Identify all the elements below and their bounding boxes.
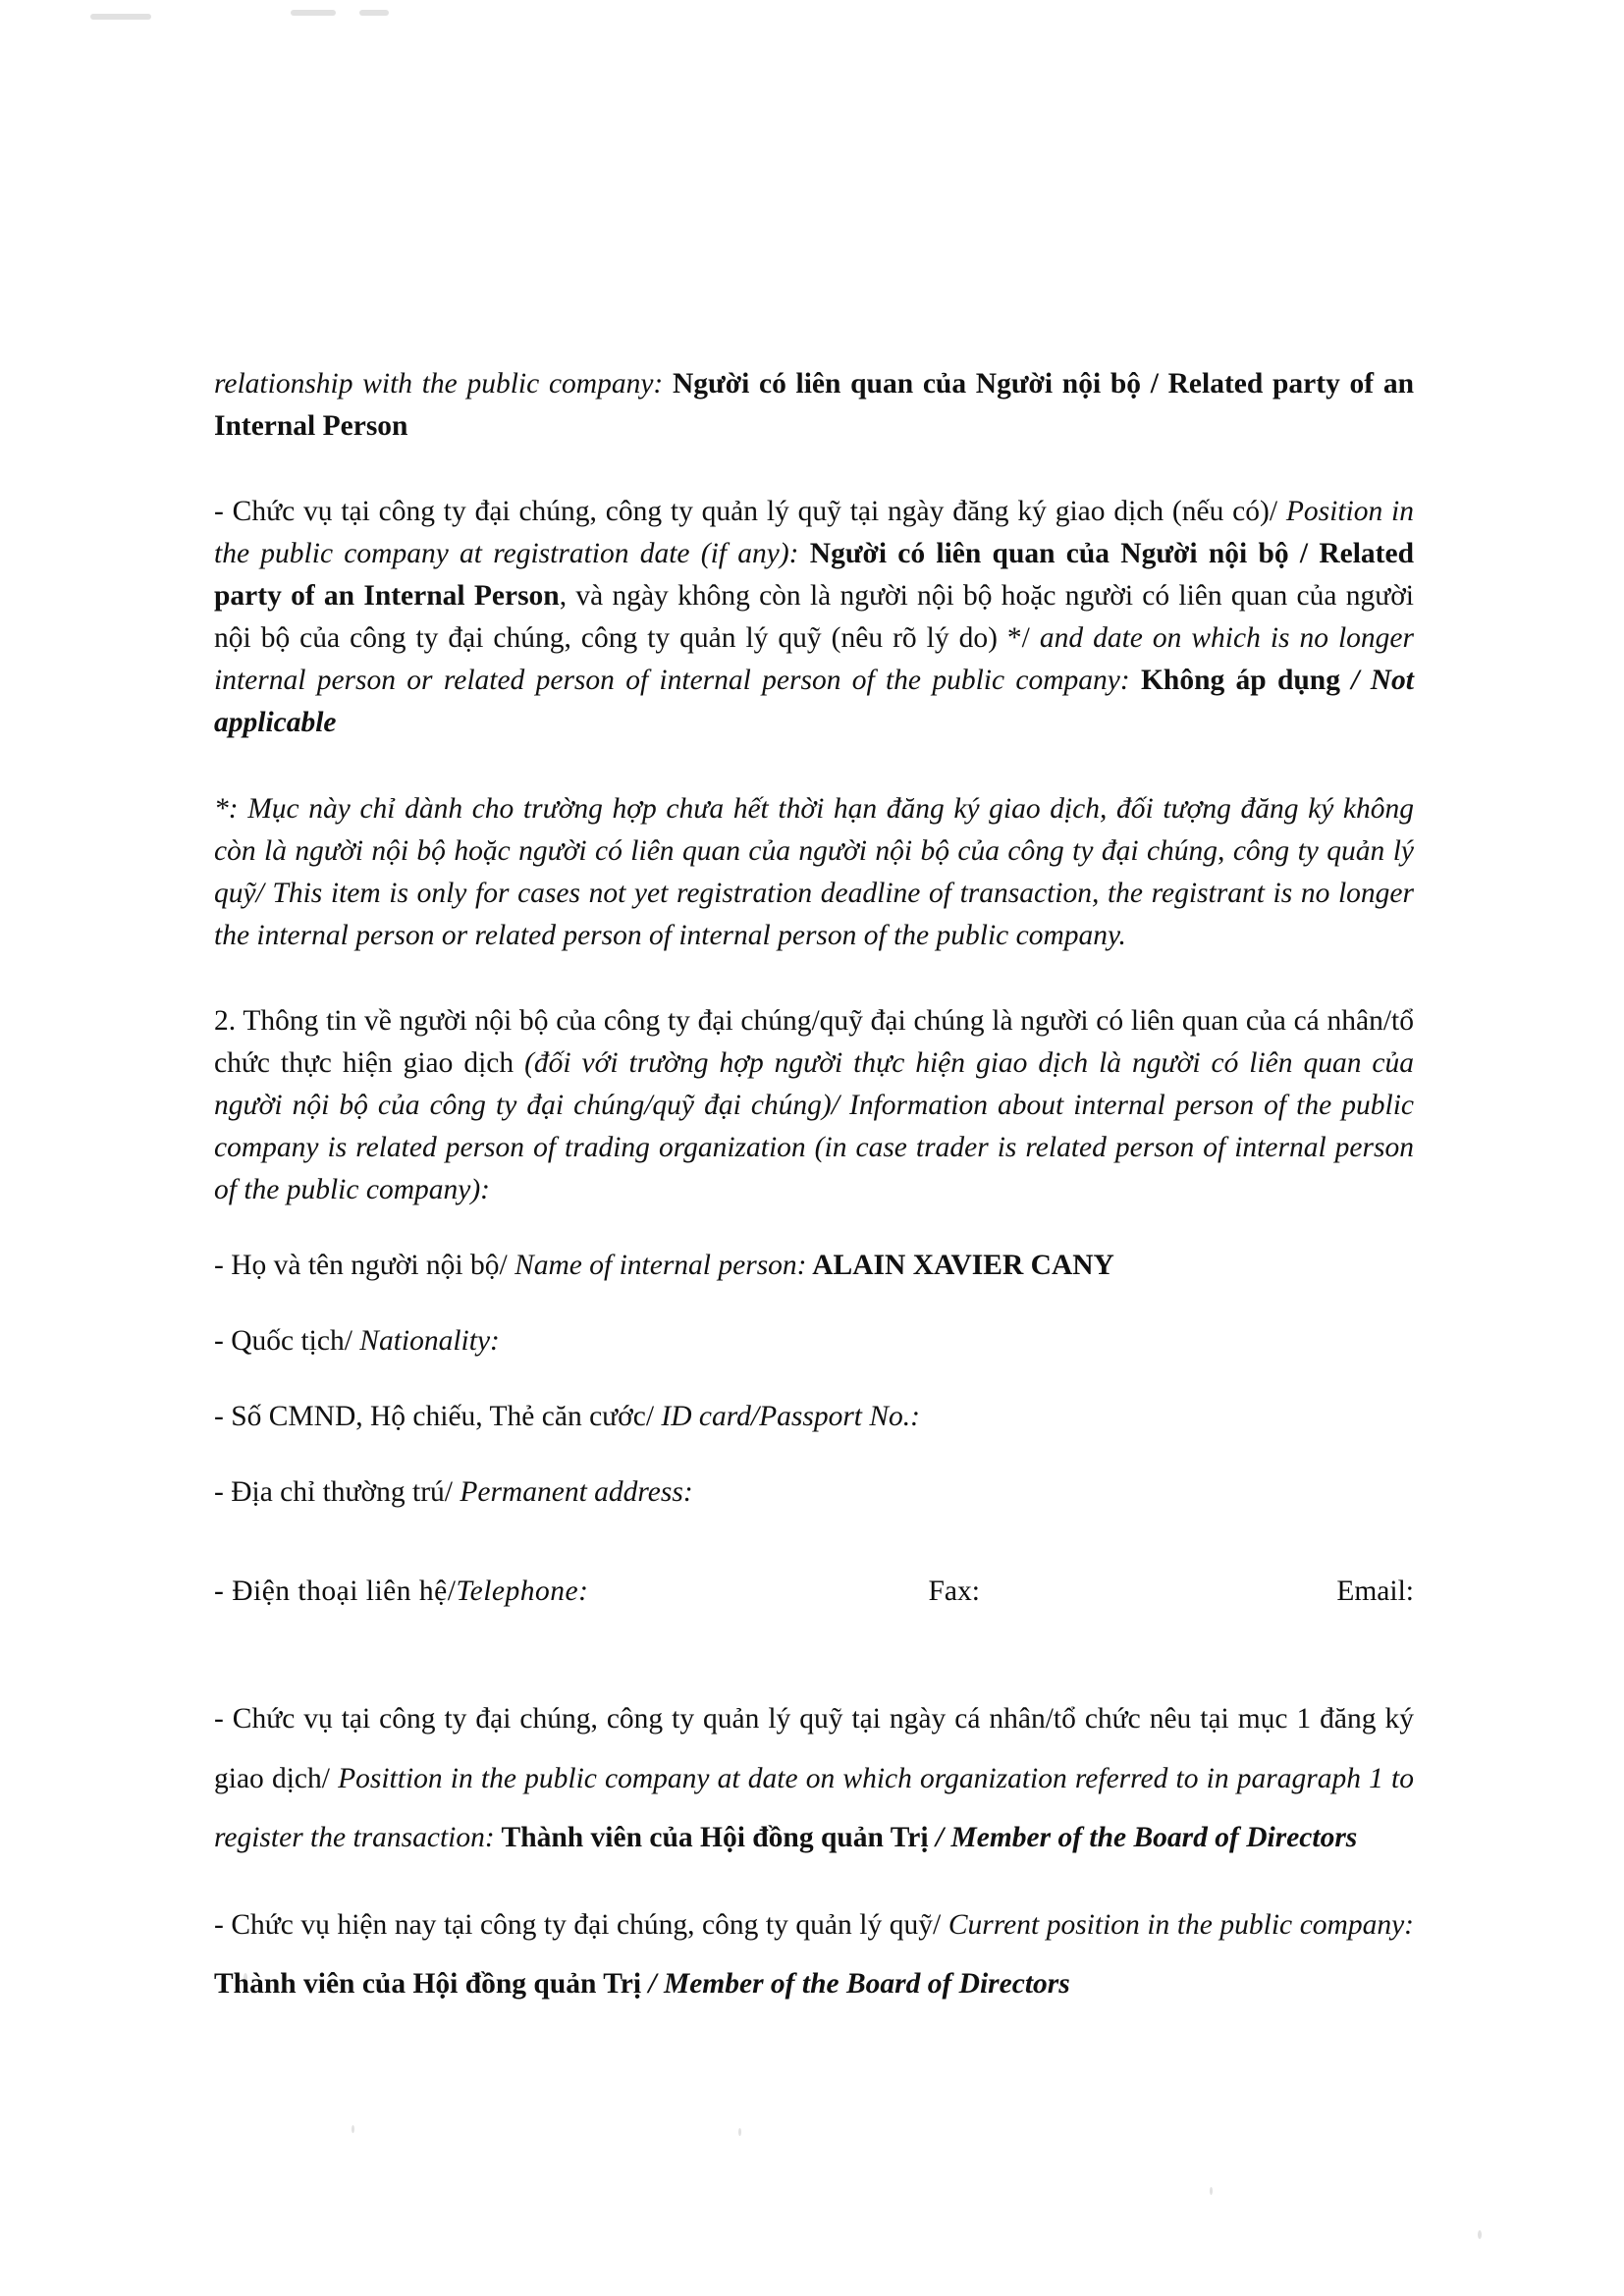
position-en-tail-italic: and date on which is no longer internal person or related person of internal person of the public company: bbox=[214, 622, 1415, 697]
field-name-of-internal-person bbox=[214, 1245, 1414, 1287]
position-bold-value: Người có liên quan của Người nội bộ / Related party of an Internal Person bbox=[214, 538, 1414, 613]
curpos-bolditalic-value: / Member of the Board of Directors bbox=[641, 1968, 1070, 2001]
section2-vi-italic: (đối với trường hợp người thực hiện giao dịch là người có liên quan của người nội bộ của công ty đại chúng/quỹ đại chúng)/ bbox=[214, 1046, 1415, 1121]
section2-vi-lead: 2. Thông tin về người nội bộ của công ty đại chúng/quỹ đại chúng là người có liên quan của cá nhân/tổ chức thực hiện giao dịch bbox=[214, 1004, 1414, 1079]
position-vi-lead: - Chức vụ tại công ty đại chúng, công ty quản lý quỹ tại ngày đăng ký giao dịch (nếu có)/ bbox=[214, 496, 1286, 528]
paragraph-section-2 bbox=[214, 1000, 1414, 1211]
paragraph-gap bbox=[214, 1438, 1414, 1471]
scan-speckle bbox=[738, 2128, 741, 2136]
section2-en-italic: Information about internal person of the public company is related person of trading organization (in case trader is related person of internal person of the public company): bbox=[214, 1089, 1414, 1205]
scan-speckle bbox=[90, 14, 151, 20]
paragraph-gap bbox=[214, 448, 1414, 491]
paragraph-gap bbox=[214, 1868, 1414, 1896]
scan-speckle bbox=[352, 2125, 354, 2133]
paragraph-gap bbox=[214, 1211, 1414, 1245]
paragraph-position-at-registration bbox=[214, 491, 1414, 744]
paragraph-gap bbox=[214, 957, 1414, 1000]
field-nationality bbox=[214, 1320, 1414, 1362]
field-telephone-fax-email bbox=[214, 1571, 1414, 1613]
posdate-en-italic: Posittion in the public company at date on which organization referred to in paragraph 1 to register the transaction: bbox=[214, 1762, 1414, 1854]
scan-speckle bbox=[291, 10, 336, 16]
paragraph-gap bbox=[214, 745, 1414, 788]
paragraph-heading-continuation bbox=[214, 363, 1414, 448]
field-en-label: Name of internal person: bbox=[514, 1250, 807, 1282]
field-en-label: ID card/Passport No.: bbox=[661, 1401, 921, 1433]
heading-bold-value: Người có liên quan của Người nội bộ / Related party of an Internal Person bbox=[214, 368, 1414, 443]
field-vi-label: - Quốc tịch/ bbox=[214, 1325, 360, 1358]
paragraph-gap bbox=[214, 1613, 1414, 1670]
document-body bbox=[214, 363, 1414, 2014]
paragraph-gap bbox=[214, 1670, 1414, 1689]
field-vi-label: - Số CMND, Hộ chiếu, Thẻ căn cước/ bbox=[214, 1401, 662, 1433]
paragraph-position-at-date bbox=[214, 1689, 1414, 1867]
curpos-vi-lead: - Chức vụ hiện nay tại công ty đại chúng, công ty quản lý quỹ/ bbox=[214, 1908, 948, 1941]
paragraph-footnote: *: Mục này chỉ dành cho trường hợp chưa hết thời hạn đăng ký giao dịch, đối tượng đăng ký không còn là người nội bộ hoặc người có liên quan của người nội bộ của công ty đại chúng, công ty quản lý quỹ/ This item is only for cases not yet registration deadline of transaction, the registrant is no longer the internal person or related person of internal person of the public company. bbox=[214, 792, 1414, 951]
heading-italic-lead: relationship with the public company: bbox=[214, 368, 664, 400]
position-bolditalic-value-2: / Not applicable bbox=[214, 665, 1414, 739]
posdate-vi-lead: - Chức vụ tại công ty đại chúng, công ty quản lý quỹ tại ngày cá nhân/tổ chức nêu tại mục 1 đăng ký giao dịch/ bbox=[214, 1703, 1414, 1794]
field-permanent-address bbox=[214, 1471, 1414, 1514]
field-en-label: Permanent address: bbox=[460, 1476, 693, 1509]
paragraph-gap bbox=[214, 1287, 1414, 1320]
posdate-bold-value: Thành viên của Hội đồng quản Trị bbox=[494, 1822, 929, 1854]
paragraph-gap bbox=[214, 1362, 1414, 1396]
position-bold-value-2: Không áp dụng bbox=[1129, 665, 1340, 697]
fax-label: Fax: bbox=[928, 1575, 980, 1608]
field-id-card-passport bbox=[214, 1396, 1414, 1438]
field-en-label: Nationality: bbox=[359, 1325, 500, 1358]
position-vi-tail: , và ngày không còn là người nội bộ hoặc người có liên quan của người nội bộ của công ty đại chúng, công ty quản lý quỹ (nêu rõ lý do) */ bbox=[214, 580, 1414, 655]
scan-speckle bbox=[359, 10, 389, 16]
paragraph-gap bbox=[214, 1514, 1414, 1571]
scan-speckle bbox=[1478, 2230, 1482, 2239]
paragraph-current-position bbox=[214, 1896, 1414, 2014]
email-label: Email: bbox=[1336, 1575, 1414, 1608]
scan-speckle bbox=[1210, 2187, 1213, 2195]
field-value: ALAIN XAVIER CANY bbox=[806, 1250, 1114, 1282]
position-en-italic: Position in the public company at registration date (if any): bbox=[214, 496, 1414, 570]
posdate-bolditalic-value: / Member of the Board of Directors bbox=[928, 1822, 1358, 1854]
curpos-en-italic: Current position in the public company: bbox=[947, 1908, 1415, 1941]
telephone-vi-label: - Điện thoại liên hệ/ bbox=[214, 1575, 457, 1608]
field-vi-label: - Họ và tên người nội bộ/ bbox=[214, 1250, 515, 1282]
curpos-bold-value: Thành viên của Hội đồng quản Trị bbox=[214, 1968, 642, 2001]
field-vi-label: - Địa chỉ thường trú/ bbox=[214, 1476, 460, 1509]
telephone-en-label: Telephone: bbox=[456, 1575, 589, 1608]
